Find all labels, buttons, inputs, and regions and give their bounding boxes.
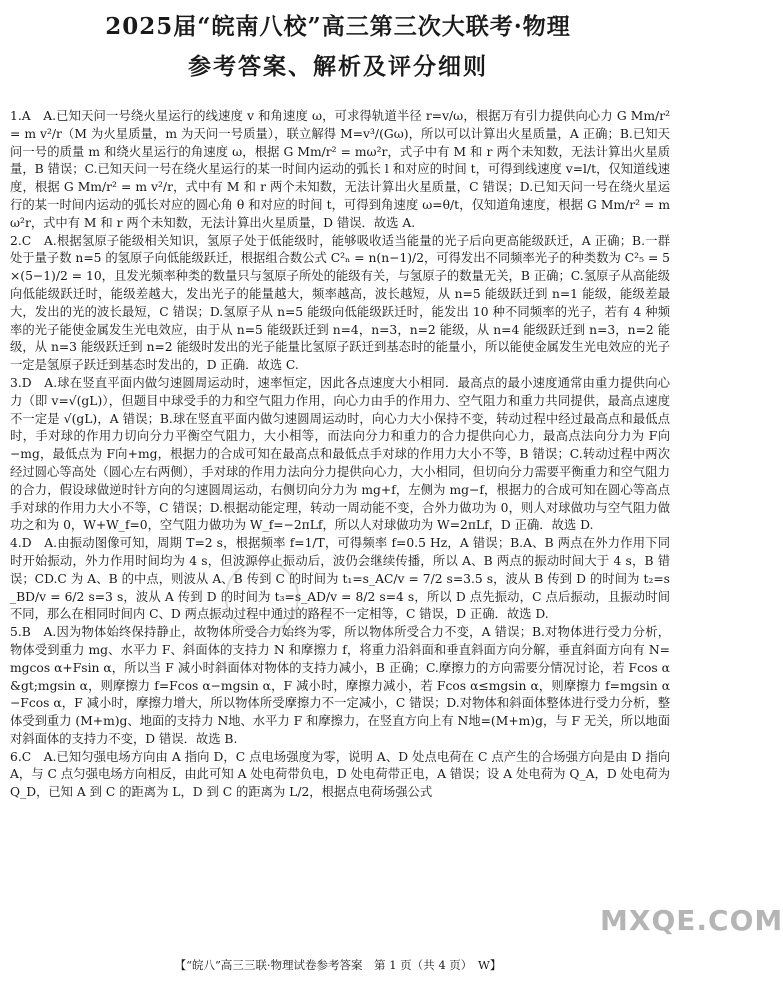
page-footer: 【“皖八”高三三联·物理试卷参考答案 第 1 页（共 4 页） W】 xyxy=(174,958,502,972)
watermark-stamp xyxy=(225,560,299,634)
answer-body xyxy=(10,108,670,802)
answer-4: 4.D A.由振动图像可知，周期 T=2 s，根据频率 f=1/T，可得频率 f=0.5 Hz，A 错误；B.A、B 两点在外力作用下同时开始振动，外力作用时间均为 4 s，但波源停止振动后，波仍会继续传播，所以 A、B 两点的振动时间大于 4 s，B 错误；CD.C 为 A、B 的中点，则波从 A、B 传到 C 的时间为 t₁=s_AC/v = 7/2 s=3.5 s，波从 B 传到 D 的时间为 t₂=s_BD/v = 6/2 s=3 s，波从 A 传到 D 的时间为 t₃=s_AD/v = 8/2 s=4 s，所以 D 点先振动，C 点后振动，且振动时间不同，那么在相同时间内 C、D 两点振动过程中通过的路程不一定相等，C 错误，D 正确．故选 D. xyxy=(10,536,670,622)
watermark-logo: MXQE.COM xyxy=(600,904,783,937)
answer-6: 6.C A.已知匀强电场方向由 A 指向 D，C 点电场强度为零，说明 A、D 处点电荷在 C 点产生的合场强方向是由 D 指向 A，与 C 点匀强电场方向相反，由此可知 A 处电荷带负电，D 处电荷带正电，A 错误；设 A 处电荷为 Q_A，D 处电荷为 Q_D，已知 A 到 C 的距离为 L，D 到 C 的距离为 L/2，根据点电荷场强公式 xyxy=(10,749,670,800)
document-title: 2025届“皖南八校”高三第三次大联考·物理 xyxy=(105,13,571,40)
document-subtitle: 参考答案、解析及评分细则 xyxy=(188,53,488,80)
answer-1: 1.A A.已知天问一号绕火星运行的线速度 v 和角速度 ω，可求得轨道半径 r=v/ω，根据万有引力提供向心力 G Mm/r² = m v²/r（M 为火星质量，m 为天问一号质量），联立解得 M=v³/(Gω)，所以可以计算出火星质量，A 正确；B.已知天问一号的质量 m 和绕火星运行的角速度 ω，根据 G Mm/r² = mω²r，式子中有 M 和 r 两个未知数，无法计算出火星质量，B 错误；C.已知天问一号在绕火星运行的某一时间内运动的弧长 l 和对应的时间 t，可得到线速度 v=l/t，仅知道线速度，根据 G Mm/r² = m v²/r，式中有 M 和 r 两个未知数，无法计算出火星质量，C 错误；D.已知天问一号在绕火星运行的某一时间内运动的弧长对应的圆心角 θ 和对应的时间 t，可得到角速度 ω=θ/t，仅知道角速度，根据 G Mm/r² = mω²r，式中有 M 和 r 两个未知数，无法计算出火星质量，D 错误．故选 A. xyxy=(10,109,670,230)
answer-5: 5.B A.因为物体始终保持静止，故物体所受合力始终为零，所以物体所受合力不变，A 错误；B.对物体进行受力分析，物体受到重力 mg、水平力 F、斜面体的支持力 N 和摩擦力 f，将重力沿斜面和垂直斜面方向分解，垂直斜面方向有 N=mgcos α+Fsin α，所以当 F 减小时斜面体对物体的支持力减小，B 正确；C.摩擦力的方向需要分情况讨论，若 Fcos α&gt;mgsin α，则摩擦力 f=Fcos α−mgsin α，F 减小时，摩擦力减小，若 Fcos α≤mgsin α，则摩擦力 f=mgsin α−Fcos α，F 减小时，摩擦力增大，所以物体所受摩擦力不一定减小，C 错误；D.对物体和斜面体整体进行受力分析，整体受到重力 (M+m)g、地面的支持力 N地、水平力 F 和摩擦力，在竖直方向上有 N地=(M+m)g，与 F 无关，所以地面对斜面体的支持力不变，D 错误．故选 B. xyxy=(10,625,670,746)
answer-3: 3.D A.球在竖直平面内做匀速圆周运动时，速率恒定，因此各点速度大小相同．最高点的最小速度通常由重力提供向心力（即 v=√(gL)），但题目中球受手的力和空气阻力作用，向心力由手的作用力、空气阻力和重力共同提供，最高点速度不一定是 √(gL)，A 错误；B.球在竖直平面内做匀速圆周运动时，向心力大小保持不变，转动过程中经过最高点和最低点时，手对球的作用力切向分力平衡空气阻力，大小相等，而法向分力和重力的合力提供向心力，最高点法向分力为 F向−mg，最低点为 F向+mg，根据力的合成可知在最高点和最低点手对球的作用力大小不等，B 错误；C.转动过程中两次经过圆心等高处（圆心左右两侧），手对球的作用力法向分力提供向心力，大小相同，但切向分力需要平衡重力和空气阻力的合力，假设球做逆时针方向的匀速圆周运动，右侧切向分力为 mg+f，左侧为 mg−f，根据力的合成可知在圆心等高点手对球的作用力大小不等，C 错误；D.根据动能定理，转动一周动能不变，合外力做功为 0，则人对球做功与空气阻力做功之和为 0，W+W_f=0，空气阻力做功为 W_f=−2πLf，所以人对球做功为 W=2πLf，D 正确．故选 D. xyxy=(10,375,670,533)
answer-2: 2.C A.根据氢原子能级相关知识，氢原子处于低能级时，能够吸收适当能量的光子后向更高能级跃迁，A 正确；B.一群处于量子数 n=5 的氢原子向低能级跃迁，根据组合数公式 C²ₙ = n(n−1)/2，可得发出不同频率光子的种类数为 C²₅ = 5×(5−1)/2 = 10，且发光频率种类的数量只与氢原子所处的能级有关，与氢原子的数量无关，B 正确；C.氢原子从高能级向低能级跃迁时，能级差越大，发出光子的能量越大，频率越高，波长越短，从 n=5 能级跃迁到 n=1 能级，能级差最大，发出的光的波长最短，C 错误；D.氢原子从 n=5 能级向低能级跃迁时，能发出 10 种不同频率的光子，若有 4 种频率的光子能使金属发生光电效应，由于从 n=5 能级跃迁到 n=4，n=3，n=2 能级，从 n=4 能级跃迁到 n=3，n=2 能级，从 n=3 能级跃迁到 n=2 能级时发出的光子能量比氢原子跃迁到基态时的能量小，所以能使金属发生光电效应的光子一定是氢原子跃迁到基态时发出的，D 正确．故选 C. xyxy=(10,233,670,373)
